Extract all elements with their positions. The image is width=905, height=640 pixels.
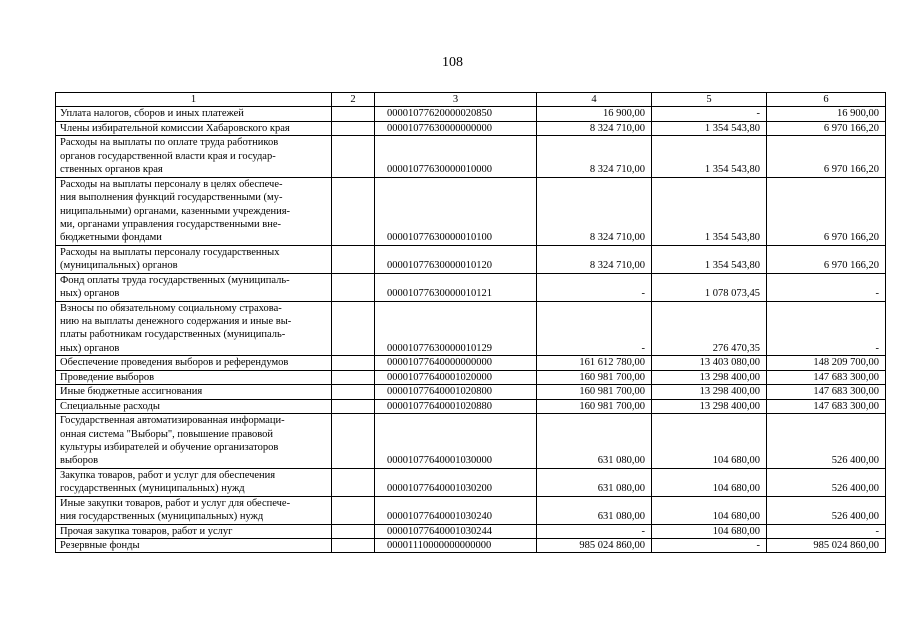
column-5-amount: 276 470,35 — [652, 301, 767, 356]
column-header: 1 — [56, 93, 332, 107]
column-5-amount: - — [652, 107, 767, 121]
column-2-cell — [332, 385, 375, 399]
row-name-cell — [56, 399, 332, 413]
column-6-amount: 6 970 166,20 — [767, 245, 886, 273]
column-5-amount: 104 680,00 — [652, 468, 767, 496]
column-2-cell — [332, 414, 375, 469]
row-name-line: Государственная автоматизированная информаци- — [60, 415, 285, 427]
column-2-cell — [332, 273, 375, 301]
table-row — [56, 496, 886, 524]
budget-code-cell: 00001077620000020850 — [375, 107, 537, 121]
column-6-amount: - — [767, 301, 886, 356]
column-6-amount: 148 209 700,00 — [767, 356, 886, 370]
column-header: 6 — [767, 93, 886, 107]
row-name-cell — [56, 107, 332, 121]
column-6-amount: - — [767, 524, 886, 538]
column-4-amount: 631 080,00 — [537, 496, 652, 524]
column-5-amount: 13 298 400,00 — [652, 399, 767, 413]
column-6-amount: 526 400,00 — [767, 496, 886, 524]
column-4-amount: - — [537, 273, 652, 301]
column-6-amount: 6 970 166,20 — [767, 177, 886, 245]
budget-table — [55, 92, 886, 553]
column-4-amount: 16 900,00 — [537, 107, 652, 121]
row-name-cell — [56, 468, 332, 496]
row-name-cell — [56, 539, 332, 553]
table-row — [56, 385, 886, 399]
table-row — [56, 245, 886, 273]
table-row — [56, 399, 886, 413]
table-row — [56, 370, 886, 384]
column-5-amount: 1 354 543,80 — [652, 177, 767, 245]
column-4-amount: - — [537, 301, 652, 356]
column-2-cell — [332, 539, 375, 553]
column-4-amount: 161 612 780,00 — [537, 356, 652, 370]
row-name-line: Расходы на выплаты по оплате труда работников — [60, 137, 279, 149]
budget-code-cell: 00001077640001020000 — [375, 370, 537, 384]
budget-code-cell: 00001077640001030000 — [375, 414, 537, 469]
budget-code-cell: 00001077640001030244 — [375, 524, 537, 538]
row-name-cell — [56, 524, 332, 538]
column-5-amount: 13 403 080,00 — [652, 356, 767, 370]
column-4-amount: 631 080,00 — [537, 414, 652, 469]
table-row — [56, 121, 886, 135]
budget-code-cell: 00001077640001030200 — [375, 468, 537, 496]
row-name-line: ственных органов края — [60, 164, 163, 176]
column-4-amount: 8 324 710,00 — [537, 245, 652, 273]
table-row — [56, 539, 886, 553]
column-6-amount: 526 400,00 — [767, 468, 886, 496]
budget-code-cell: 00001077630000010129 — [375, 301, 537, 356]
row-name-line: бюджетными фондами — [60, 232, 162, 244]
row-name-cell — [56, 370, 332, 384]
table-row — [56, 273, 886, 301]
budget-code-cell: 00001077640001020880 — [375, 399, 537, 413]
row-name-line: Обеспечение проведения выборов и референдумов — [60, 357, 289, 369]
column-header: 3 — [375, 93, 537, 107]
column-5-amount: 1 078 073,45 — [652, 273, 767, 301]
column-6-amount: 16 900,00 — [767, 107, 886, 121]
row-name-cell — [56, 177, 332, 245]
row-name-cell — [56, 385, 332, 399]
column-5-amount: 104 680,00 — [652, 496, 767, 524]
column-6-amount: 147 683 300,00 — [767, 385, 886, 399]
column-4-amount: 8 324 710,00 — [537, 121, 652, 135]
budget-code-cell: 00001077630000010121 — [375, 273, 537, 301]
column-5-amount: 13 298 400,00 — [652, 370, 767, 384]
row-name-cell — [56, 496, 332, 524]
row-name-cell — [56, 356, 332, 370]
table-row — [56, 356, 886, 370]
column-2-cell — [332, 496, 375, 524]
column-4-amount: 8 324 710,00 — [537, 177, 652, 245]
column-2-cell — [332, 177, 375, 245]
table-row — [56, 136, 886, 177]
row-name-cell — [56, 414, 332, 469]
row-name-line: культуры избирателей и обучение организаторов — [60, 441, 279, 453]
column-6-amount: - — [767, 273, 886, 301]
column-6-amount: 526 400,00 — [767, 414, 886, 469]
row-name-line: выборов — [60, 455, 99, 467]
row-name-cell — [56, 121, 332, 135]
column-2-cell — [332, 245, 375, 273]
column-2-cell — [332, 468, 375, 496]
row-name-line: ниципальными) органами, казенными учреждения- — [60, 205, 291, 217]
column-5-amount: - — [652, 539, 767, 553]
column-4-amount: 631 080,00 — [537, 468, 652, 496]
column-header: 5 — [652, 93, 767, 107]
budget-code-cell: 00001110000000000000 — [375, 539, 537, 553]
row-name-line: ных) органов — [60, 342, 120, 354]
budget-code-cell: 00001077630000000000 — [375, 121, 537, 135]
column-5-amount: 104 680,00 — [652, 414, 767, 469]
column-6-amount: 6 970 166,20 — [767, 121, 886, 135]
budget-code-cell: 00001077640001020800 — [375, 385, 537, 399]
column-5-amount: 13 298 400,00 — [652, 385, 767, 399]
column-2-cell — [332, 356, 375, 370]
row-name-line: ми, органами управления государственными вне- — [60, 218, 281, 230]
column-6-amount: 6 970 166,20 — [767, 136, 886, 177]
row-name-line: ных) органов — [60, 288, 120, 300]
table-row — [56, 107, 886, 121]
row-name-line: государственных (муниципальных) нужд — [60, 483, 245, 495]
column-4-amount: - — [537, 524, 652, 538]
table-row — [56, 524, 886, 538]
column-2-cell — [332, 301, 375, 356]
column-5-amount: 1 354 543,80 — [652, 121, 767, 135]
row-name-line: Специальные расходы — [60, 400, 160, 412]
column-5-amount: 104 680,00 — [652, 524, 767, 538]
row-name-cell — [56, 245, 332, 273]
column-2-cell — [332, 136, 375, 177]
table-row — [56, 414, 886, 469]
row-name-cell — [56, 136, 332, 177]
column-2-cell — [332, 399, 375, 413]
row-name-cell — [56, 301, 332, 356]
row-name-line: органов государственной власти края и государ- — [60, 150, 276, 162]
table-row — [56, 301, 886, 356]
row-name-line: (муниципальных) органов — [60, 260, 178, 272]
row-name-line: Расходы на выплаты персоналу в целях обеспече- — [60, 178, 283, 190]
column-header: 2 — [332, 93, 375, 107]
row-name-line: Расходы на выплаты персоналу государственных — [60, 246, 280, 258]
row-name-line: онная система "Выборы", повышение правовой — [60, 428, 273, 440]
row-name-line: нию на выплаты денежного содержания и иные вы- — [60, 316, 292, 327]
column-4-amount: 8 324 710,00 — [537, 136, 652, 177]
budget-code-cell: 00001077630000010100 — [375, 177, 537, 245]
column-4-amount: 160 981 700,00 — [537, 385, 652, 399]
column-4-amount: 160 981 700,00 — [537, 370, 652, 384]
column-2-cell — [332, 121, 375, 135]
row-name-line: Проведение выборов — [60, 371, 155, 383]
budget-code-cell: 00001077630000010120 — [375, 245, 537, 273]
budget-code-cell: 00001077640001030240 — [375, 496, 537, 524]
budget-code-cell: 00001077630000010000 — [375, 136, 537, 177]
page-number: 108 — [442, 55, 463, 70]
row-name-line: ния выполнения функций государственными (му- — [60, 192, 283, 204]
row-name-line: Уплата налогов, сборов и иных платежей — [60, 108, 244, 120]
column-2-cell — [332, 370, 375, 384]
column-5-amount: 1 354 543,80 — [652, 136, 767, 177]
row-name-line: Фонд оплаты труда государственных (муниципаль- — [60, 274, 290, 286]
column-2-cell — [332, 107, 375, 121]
row-name-line: Прочая закупка товаров, работ и услуг — [60, 525, 233, 537]
header-row — [56, 93, 886, 107]
budget-code-cell: 00001077640000000000 — [375, 356, 537, 370]
row-name-line: ния государственных (муниципальных) нужд — [60, 511, 264, 523]
row-name-line: Иные закупки товаров, работ и услуг для обеспече- — [60, 497, 291, 509]
row-name-line: платы работникам государственных (муниципаль- — [60, 329, 286, 341]
row-name-line: Резервные фонды — [60, 540, 140, 551]
column-6-amount: 985 024 860,00 — [767, 539, 886, 553]
column-6-amount: 147 683 300,00 — [767, 370, 886, 384]
column-4-amount: 985 024 860,00 — [537, 539, 652, 553]
row-name-line: Члены избирательной комиссии Хабаровского края — [60, 122, 290, 134]
column-4-amount: 160 981 700,00 — [537, 399, 652, 413]
row-name-line: Взносы по обязательному социальному страхова- — [60, 302, 282, 314]
row-name-line: Иные бюджетные ассигнования — [60, 386, 203, 398]
column-header: 4 — [537, 93, 652, 107]
column-6-amount: 147 683 300,00 — [767, 399, 886, 413]
table-row — [56, 177, 886, 245]
column-2-cell — [332, 524, 375, 538]
table-row — [56, 468, 886, 496]
row-name-cell — [56, 273, 332, 301]
column-5-amount: 1 354 543,80 — [652, 245, 767, 273]
row-name-line: Закупка товаров, работ и услуг для обеспечения — [60, 469, 276, 481]
